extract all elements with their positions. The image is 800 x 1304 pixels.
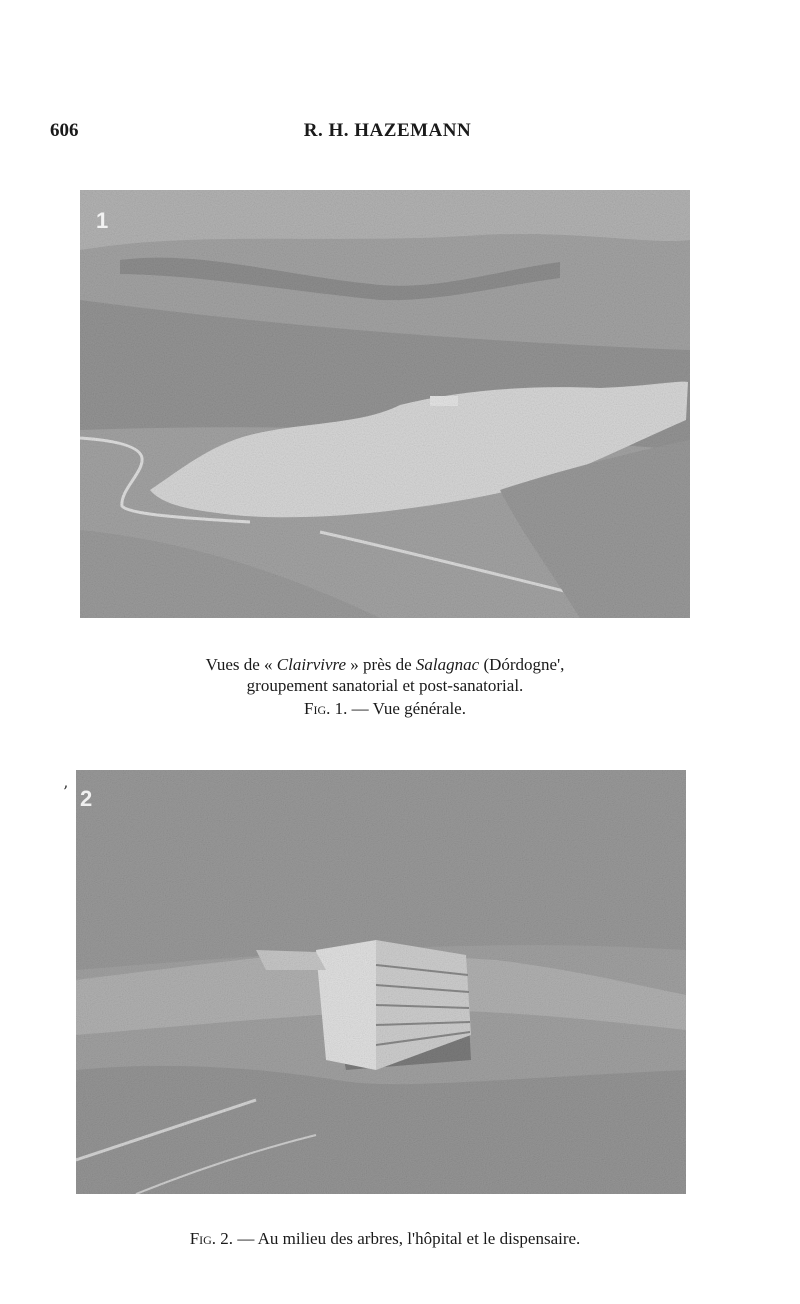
figure-2-number-mark: 2 (80, 786, 93, 811)
figure-1-title: — Vue générale. (347, 699, 466, 718)
figure-1-photo (80, 190, 690, 618)
figure-1-caption (0, 654, 770, 719)
figure-2-title: — Au milieu des arbres, l'hôpital et le dispensaire. (233, 1229, 581, 1248)
figure-1-label-line (0, 698, 770, 719)
stray-margin-mark: ’ (63, 782, 69, 801)
caption-text: » près de (346, 655, 416, 674)
caption-place-name: Clairvivre (276, 655, 347, 674)
figure-1-number-mark: 1 (96, 208, 109, 233)
page-number: 606 (50, 120, 79, 141)
figure-2-label: Fig. 2. (189, 1229, 234, 1248)
figure-1-caption-line-2: groupement sanatorial et post-sanatorial. (246, 676, 524, 695)
running-head: R. H. HAZEMANN (303, 120, 472, 141)
figure-2-caption (0, 1228, 770, 1249)
figure-1-label: Fig. 1. (304, 699, 348, 718)
caption-text: Vues de « (205, 655, 277, 674)
figure-2-photo (76, 770, 686, 1194)
caption-town-name: Salagnac (415, 655, 480, 674)
caption-text: (Dórdogne', (479, 655, 565, 674)
figure-1-caption-line-1 (0, 654, 770, 675)
